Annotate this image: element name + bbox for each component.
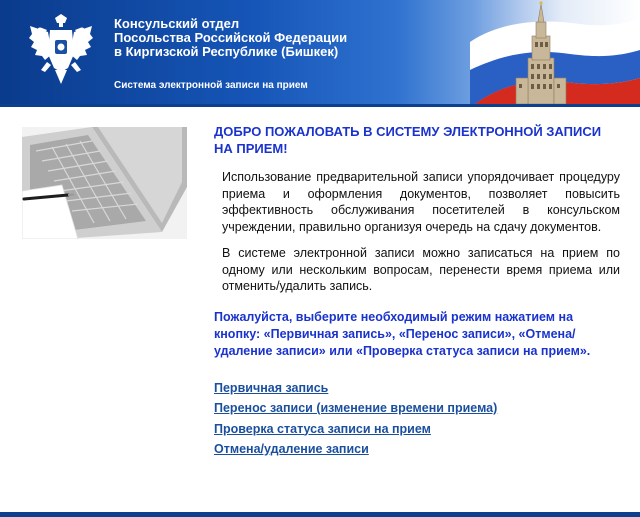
- double-headed-eagle-icon: [28, 14, 94, 88]
- reschedule-appointment-link[interactable]: Перенос записи (изменение времени приема): [214, 401, 498, 415]
- cancel-appointment-link[interactable]: Отмена/удаление записи: [214, 442, 369, 456]
- footer-divider: [0, 512, 640, 517]
- intro-paragraph-2: В системе электронной записи можно записаться на прием по одному или нескольким вопросам, перенести время приема или отменить/удалить запись.: [222, 246, 620, 293]
- organization-name: [114, 17, 347, 59]
- main-content: [0, 107, 640, 514]
- system-subtitle: Система электронной записи на прием: [114, 80, 308, 91]
- welcome-title: ДОБРО ПОЖАЛОВАТЬ В СИСТЕМУ ЭЛЕКТРОННОЙ ЗАПИСИ НА ПРИЕМ!: [214, 124, 602, 156]
- laptop-illustration: [22, 127, 187, 239]
- welcome-section: [214, 123, 620, 460]
- instruction-text: Пожалуйста, выберите необходимый режим нажатием на кнопку: «Первичная запись», «Перенос записи», «Отмена/удаление записи» или «Проверка статуса записи на прием».: [214, 309, 591, 358]
- org-line-1: Консульский отдел: [114, 16, 240, 31]
- flag-and-building-image: [470, 0, 640, 104]
- org-line-2: Посольства Российской Федерации: [114, 30, 348, 45]
- org-line-3: в Киргизской Республике (Бишкек): [114, 44, 339, 59]
- action-links: [214, 378, 620, 460]
- primary-appointment-link[interactable]: Первичная запись: [214, 380, 329, 395]
- intro-paragraph-1: Использование предварительной записи упорядочивает процедуру приема и оформления документов, позволяет повысить эффективность обслуживания посетителей в консульском учреждении, правильно организуя очередь на сдачу документов.: [222, 170, 620, 234]
- page-header: [0, 0, 640, 104]
- check-status-link[interactable]: Проверка статуса записи на прием: [214, 421, 431, 436]
